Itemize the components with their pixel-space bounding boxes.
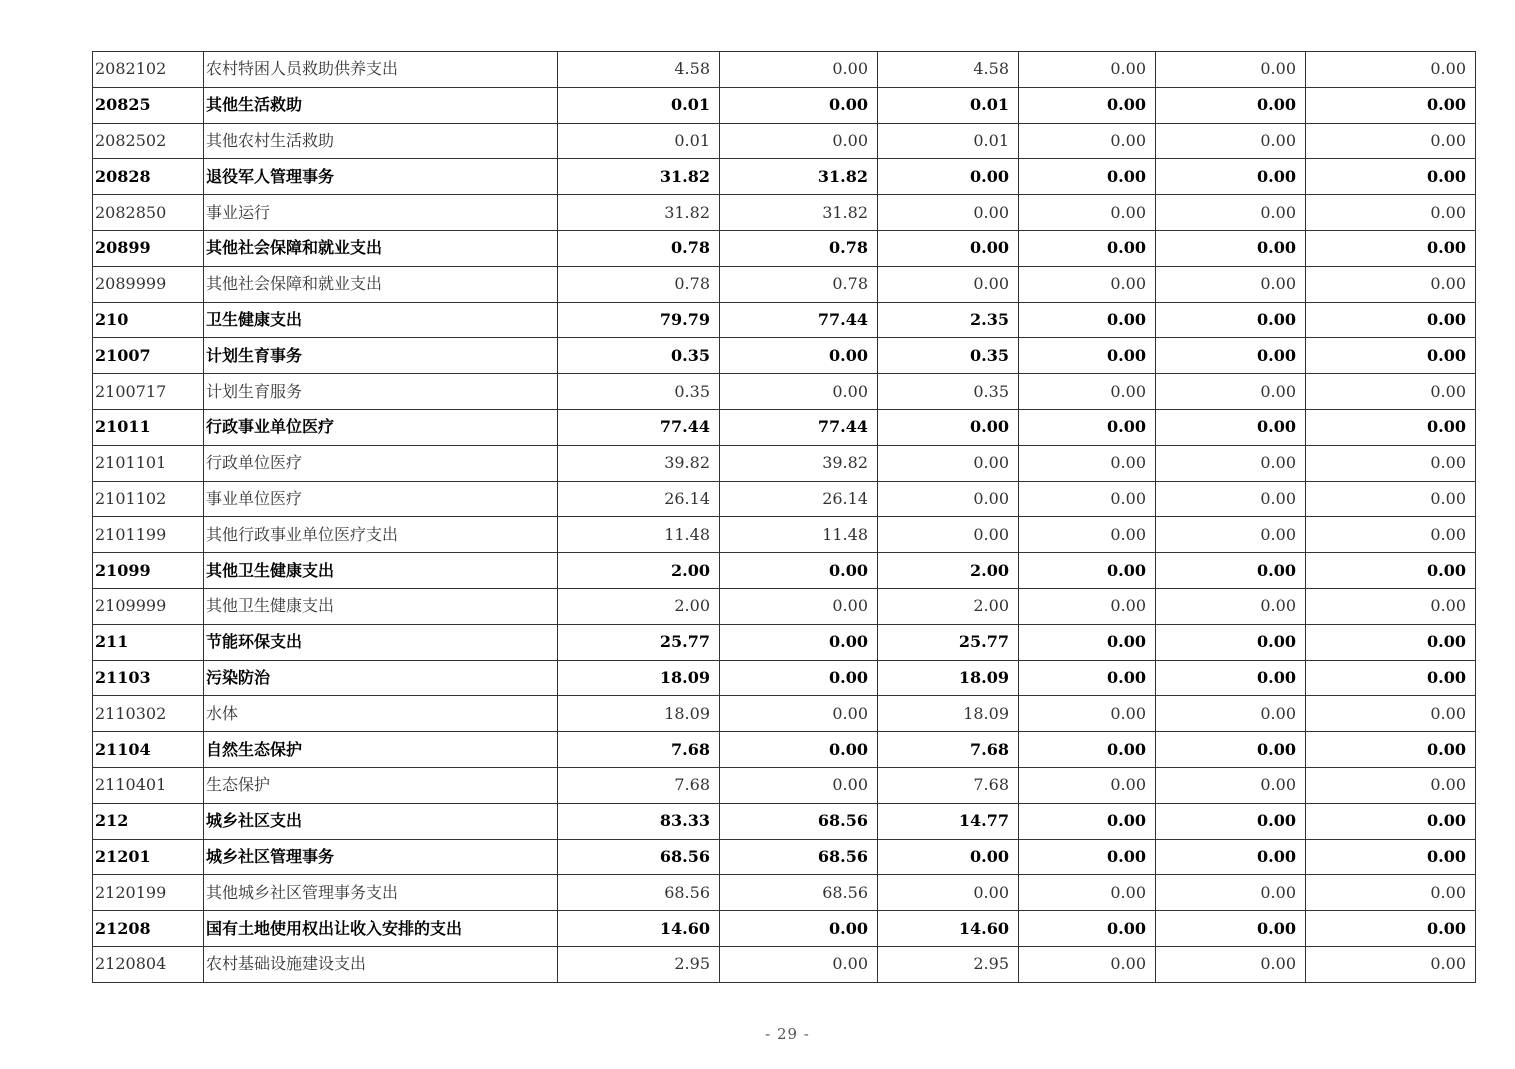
code-cell: 21201: [93, 839, 204, 875]
value-cell-2: 0.00: [720, 588, 878, 624]
value-cell-6: 0.00: [1306, 338, 1476, 374]
value-cell-6: 0.00: [1306, 767, 1476, 803]
value-cell-3: 0.00: [878, 875, 1019, 911]
value-cell-4: 0.00: [1019, 946, 1156, 982]
code-cell: 21208: [93, 911, 204, 947]
value-cell-2: 0.00: [720, 338, 878, 374]
name-cell: 其他卫生健康支出: [204, 553, 558, 589]
value-cell-4: 0.00: [1019, 123, 1156, 159]
value-cell-1: 25.77: [558, 624, 720, 660]
value-cell-2: 0.78: [720, 230, 878, 266]
value-cell-3: 2.00: [878, 553, 1019, 589]
value-cell-6: 0.00: [1306, 230, 1476, 266]
name-cell: 其他城乡社区管理事务支出: [204, 875, 558, 911]
value-cell-5: 0.00: [1156, 52, 1306, 88]
value-cell-2: 0.00: [720, 52, 878, 88]
value-cell-2: 39.82: [720, 445, 878, 481]
value-cell-6: 0.00: [1306, 266, 1476, 302]
code-cell: 20825: [93, 87, 204, 123]
value-cell-1: 14.60: [558, 911, 720, 947]
value-cell-2: 0.00: [720, 696, 878, 732]
name-cell: 水体: [204, 696, 558, 732]
code-cell: 2101199: [93, 517, 204, 553]
value-cell-3: 0.00: [878, 445, 1019, 481]
value-cell-2: 0.00: [720, 87, 878, 123]
name-cell: 其他行政事业单位医疗支出: [204, 517, 558, 553]
table-row: [93, 624, 1476, 660]
value-cell-1: 39.82: [558, 445, 720, 481]
name-cell: 自然生态保护: [204, 732, 558, 768]
value-cell-5: 0.00: [1156, 553, 1306, 589]
value-cell-6: 0.00: [1306, 624, 1476, 660]
table-row: [93, 839, 1476, 875]
value-cell-2: 0.00: [720, 767, 878, 803]
name-cell: 退役军人管理事务: [204, 159, 558, 195]
code-cell: 211: [93, 624, 204, 660]
value-cell-4: 0.00: [1019, 517, 1156, 553]
value-cell-6: 0.00: [1306, 732, 1476, 768]
name-cell: 事业单位医疗: [204, 481, 558, 517]
value-cell-1: 0.78: [558, 230, 720, 266]
value-cell-5: 0.00: [1156, 767, 1306, 803]
name-cell: 计划生育服务: [204, 374, 558, 410]
value-cell-5: 0.00: [1156, 123, 1306, 159]
code-cell: 20828: [93, 159, 204, 195]
value-cell-5: 0.00: [1156, 517, 1306, 553]
value-cell-4: 0.00: [1019, 230, 1156, 266]
value-cell-3: 0.00: [878, 159, 1019, 195]
value-cell-3: 0.00: [878, 481, 1019, 517]
table-row: [93, 553, 1476, 589]
value-cell-6: 0.00: [1306, 374, 1476, 410]
name-cell: 行政事业单位医疗: [204, 409, 558, 445]
table-row: [93, 732, 1476, 768]
value-cell-4: 0.00: [1019, 195, 1156, 231]
value-cell-4: 0.00: [1019, 911, 1156, 947]
table-row: [93, 481, 1476, 517]
value-cell-2: 77.44: [720, 302, 878, 338]
name-cell: 生态保护: [204, 767, 558, 803]
value-cell-1: 2.00: [558, 553, 720, 589]
code-cell: 2082502: [93, 123, 204, 159]
value-cell-4: 0.00: [1019, 374, 1156, 410]
value-cell-2: 68.56: [720, 839, 878, 875]
value-cell-4: 0.00: [1019, 445, 1156, 481]
value-cell-1: 68.56: [558, 839, 720, 875]
value-cell-6: 0.00: [1306, 588, 1476, 624]
code-cell: 2100717: [93, 374, 204, 410]
table-row: [93, 445, 1476, 481]
table-row: [93, 696, 1476, 732]
value-cell-3: 18.09: [878, 660, 1019, 696]
value-cell-1: 2.00: [558, 588, 720, 624]
value-cell-5: 0.00: [1156, 946, 1306, 982]
code-cell: 21099: [93, 553, 204, 589]
value-cell-1: 18.09: [558, 696, 720, 732]
name-cell: 污染防治: [204, 660, 558, 696]
value-cell-6: 0.00: [1306, 553, 1476, 589]
value-cell-6: 0.00: [1306, 839, 1476, 875]
code-cell: 2109999: [93, 588, 204, 624]
table-row: [93, 911, 1476, 947]
name-cell: 国有土地使用权出让收入安排的支出: [204, 911, 558, 947]
value-cell-1: 11.48: [558, 517, 720, 553]
table-row: [93, 52, 1476, 88]
value-cell-2: 0.00: [720, 624, 878, 660]
table-row: [93, 588, 1476, 624]
value-cell-4: 0.00: [1019, 481, 1156, 517]
value-cell-4: 0.00: [1019, 266, 1156, 302]
value-cell-2: 77.44: [720, 409, 878, 445]
name-cell: 其他农村生活救助: [204, 123, 558, 159]
value-cell-4: 0.00: [1019, 803, 1156, 839]
value-cell-2: 0.00: [720, 911, 878, 947]
value-cell-5: 0.00: [1156, 338, 1306, 374]
table-row: [93, 230, 1476, 266]
code-cell: 2082850: [93, 195, 204, 231]
value-cell-1: 0.01: [558, 87, 720, 123]
code-cell: 2089999: [93, 266, 204, 302]
value-cell-6: 0.00: [1306, 481, 1476, 517]
value-cell-5: 0.00: [1156, 159, 1306, 195]
value-cell-5: 0.00: [1156, 481, 1306, 517]
code-cell: 2101101: [93, 445, 204, 481]
value-cell-4: 0.00: [1019, 159, 1156, 195]
value-cell-6: 0.00: [1306, 911, 1476, 947]
value-cell-4: 0.00: [1019, 696, 1156, 732]
value-cell-6: 0.00: [1306, 195, 1476, 231]
name-cell: 事业运行: [204, 195, 558, 231]
value-cell-5: 0.00: [1156, 445, 1306, 481]
name-cell: 其他社会保障和就业支出: [204, 230, 558, 266]
name-cell: 计划生育事务: [204, 338, 558, 374]
value-cell-6: 0.00: [1306, 159, 1476, 195]
value-cell-3: 18.09: [878, 696, 1019, 732]
value-cell-1: 31.82: [558, 195, 720, 231]
table-row: [93, 302, 1476, 338]
name-cell: 卫生健康支出: [204, 302, 558, 338]
value-cell-5: 0.00: [1156, 624, 1306, 660]
code-cell: 2110401: [93, 767, 204, 803]
name-cell: 其他生活救助: [204, 87, 558, 123]
value-cell-5: 0.00: [1156, 875, 1306, 911]
value-cell-1: 26.14: [558, 481, 720, 517]
value-cell-4: 0.00: [1019, 732, 1156, 768]
value-cell-2: 26.14: [720, 481, 878, 517]
table-row: [93, 159, 1476, 195]
value-cell-1: 7.68: [558, 732, 720, 768]
value-cell-3: 7.68: [878, 767, 1019, 803]
code-cell: 2120199: [93, 875, 204, 911]
value-cell-6: 0.00: [1306, 445, 1476, 481]
value-cell-6: 0.00: [1306, 696, 1476, 732]
value-cell-1: 0.35: [558, 338, 720, 374]
value-cell-5: 0.00: [1156, 374, 1306, 410]
value-cell-5: 0.00: [1156, 87, 1306, 123]
value-cell-5: 0.00: [1156, 803, 1306, 839]
code-cell: 2120804: [93, 946, 204, 982]
table-row: [93, 409, 1476, 445]
value-cell-1: 83.33: [558, 803, 720, 839]
code-cell: 2110302: [93, 696, 204, 732]
value-cell-4: 0.00: [1019, 624, 1156, 660]
value-cell-1: 2.95: [558, 946, 720, 982]
page-number: - 29 -: [765, 1025, 810, 1043]
code-cell: 21011: [93, 409, 204, 445]
value-cell-2: 0.78: [720, 266, 878, 302]
value-cell-3: 0.35: [878, 338, 1019, 374]
value-cell-2: 11.48: [720, 517, 878, 553]
value-cell-6: 0.00: [1306, 409, 1476, 445]
value-cell-3: 14.77: [878, 803, 1019, 839]
value-cell-3: 0.00: [878, 839, 1019, 875]
value-cell-4: 0.00: [1019, 409, 1156, 445]
value-cell-1: 4.58: [558, 52, 720, 88]
table-row: [93, 87, 1476, 123]
value-cell-4: 0.00: [1019, 52, 1156, 88]
value-cell-3: 0.00: [878, 266, 1019, 302]
value-cell-5: 0.00: [1156, 266, 1306, 302]
table-row: [93, 517, 1476, 553]
value-cell-2: 68.56: [720, 803, 878, 839]
value-cell-3: 2.00: [878, 588, 1019, 624]
value-cell-4: 0.00: [1019, 553, 1156, 589]
value-cell-2: 31.82: [720, 159, 878, 195]
value-cell-6: 0.00: [1306, 517, 1476, 553]
value-cell-3: 0.01: [878, 123, 1019, 159]
value-cell-3: 0.00: [878, 409, 1019, 445]
table-row: [93, 123, 1476, 159]
name-cell: 其他社会保障和就业支出: [204, 266, 558, 302]
value-cell-6: 0.00: [1306, 87, 1476, 123]
value-cell-1: 77.44: [558, 409, 720, 445]
name-cell: 行政单位医疗: [204, 445, 558, 481]
value-cell-3: 0.00: [878, 230, 1019, 266]
value-cell-1: 68.56: [558, 875, 720, 911]
value-cell-4: 0.00: [1019, 767, 1156, 803]
table-row: [93, 875, 1476, 911]
value-cell-2: 0.00: [720, 732, 878, 768]
value-cell-3: 0.00: [878, 517, 1019, 553]
table-row: [93, 338, 1476, 374]
code-cell: 2101102: [93, 481, 204, 517]
value-cell-5: 0.00: [1156, 696, 1306, 732]
table-row: [93, 195, 1476, 231]
table-row: [93, 803, 1476, 839]
value-cell-5: 0.00: [1156, 302, 1306, 338]
table-row: [93, 946, 1476, 982]
table-row: [93, 767, 1476, 803]
value-cell-4: 0.00: [1019, 875, 1156, 911]
value-cell-6: 0.00: [1306, 660, 1476, 696]
value-cell-5: 0.00: [1156, 195, 1306, 231]
value-cell-2: 0.00: [720, 123, 878, 159]
code-cell: 2082102: [93, 52, 204, 88]
value-cell-1: 79.79: [558, 302, 720, 338]
value-cell-5: 0.00: [1156, 839, 1306, 875]
name-cell: 农村基础设施建设支出: [204, 946, 558, 982]
value-cell-3: 14.60: [878, 911, 1019, 947]
table-body: [93, 52, 1476, 983]
value-cell-5: 0.00: [1156, 230, 1306, 266]
code-cell: 212: [93, 803, 204, 839]
table-row: [93, 660, 1476, 696]
code-cell: 210: [93, 302, 204, 338]
value-cell-2: 31.82: [720, 195, 878, 231]
value-cell-1: 7.68: [558, 767, 720, 803]
value-cell-3: 2.35: [878, 302, 1019, 338]
value-cell-4: 0.00: [1019, 338, 1156, 374]
code-cell: 21103: [93, 660, 204, 696]
table-row: [93, 374, 1476, 410]
value-cell-4: 0.00: [1019, 87, 1156, 123]
value-cell-2: 68.56: [720, 875, 878, 911]
value-cell-6: 0.00: [1306, 52, 1476, 88]
budget-table: [92, 51, 1476, 983]
value-cell-2: 0.00: [720, 946, 878, 982]
value-cell-6: 0.00: [1306, 875, 1476, 911]
value-cell-4: 0.00: [1019, 660, 1156, 696]
value-cell-2: 0.00: [720, 660, 878, 696]
value-cell-5: 0.00: [1156, 588, 1306, 624]
value-cell-6: 0.00: [1306, 803, 1476, 839]
value-cell-2: 0.00: [720, 553, 878, 589]
value-cell-4: 0.00: [1019, 302, 1156, 338]
value-cell-6: 0.00: [1306, 123, 1476, 159]
value-cell-3: 0.35: [878, 374, 1019, 410]
name-cell: 城乡社区支出: [204, 803, 558, 839]
code-cell: 20899: [93, 230, 204, 266]
value-cell-4: 0.00: [1019, 588, 1156, 624]
value-cell-1: 31.82: [558, 159, 720, 195]
value-cell-1: 0.01: [558, 123, 720, 159]
name-cell: 城乡社区管理事务: [204, 839, 558, 875]
value-cell-3: 4.58: [878, 52, 1019, 88]
name-cell: 农村特困人员救助供养支出: [204, 52, 558, 88]
value-cell-4: 0.00: [1019, 839, 1156, 875]
value-cell-2: 0.00: [720, 374, 878, 410]
value-cell-6: 0.00: [1306, 946, 1476, 982]
value-cell-5: 0.00: [1156, 660, 1306, 696]
name-cell: 其他卫生健康支出: [204, 588, 558, 624]
value-cell-1: 0.35: [558, 374, 720, 410]
value-cell-3: 7.68: [878, 732, 1019, 768]
value-cell-3: 0.00: [878, 195, 1019, 231]
value-cell-3: 25.77: [878, 624, 1019, 660]
value-cell-6: 0.00: [1306, 302, 1476, 338]
value-cell-3: 2.95: [878, 946, 1019, 982]
value-cell-1: 18.09: [558, 660, 720, 696]
value-cell-5: 0.00: [1156, 911, 1306, 947]
table-row: [93, 266, 1476, 302]
code-cell: 21007: [93, 338, 204, 374]
code-cell: 21104: [93, 732, 204, 768]
value-cell-5: 0.00: [1156, 732, 1306, 768]
value-cell-5: 0.00: [1156, 409, 1306, 445]
value-cell-3: 0.01: [878, 87, 1019, 123]
name-cell: 节能环保支出: [204, 624, 558, 660]
value-cell-1: 0.78: [558, 266, 720, 302]
